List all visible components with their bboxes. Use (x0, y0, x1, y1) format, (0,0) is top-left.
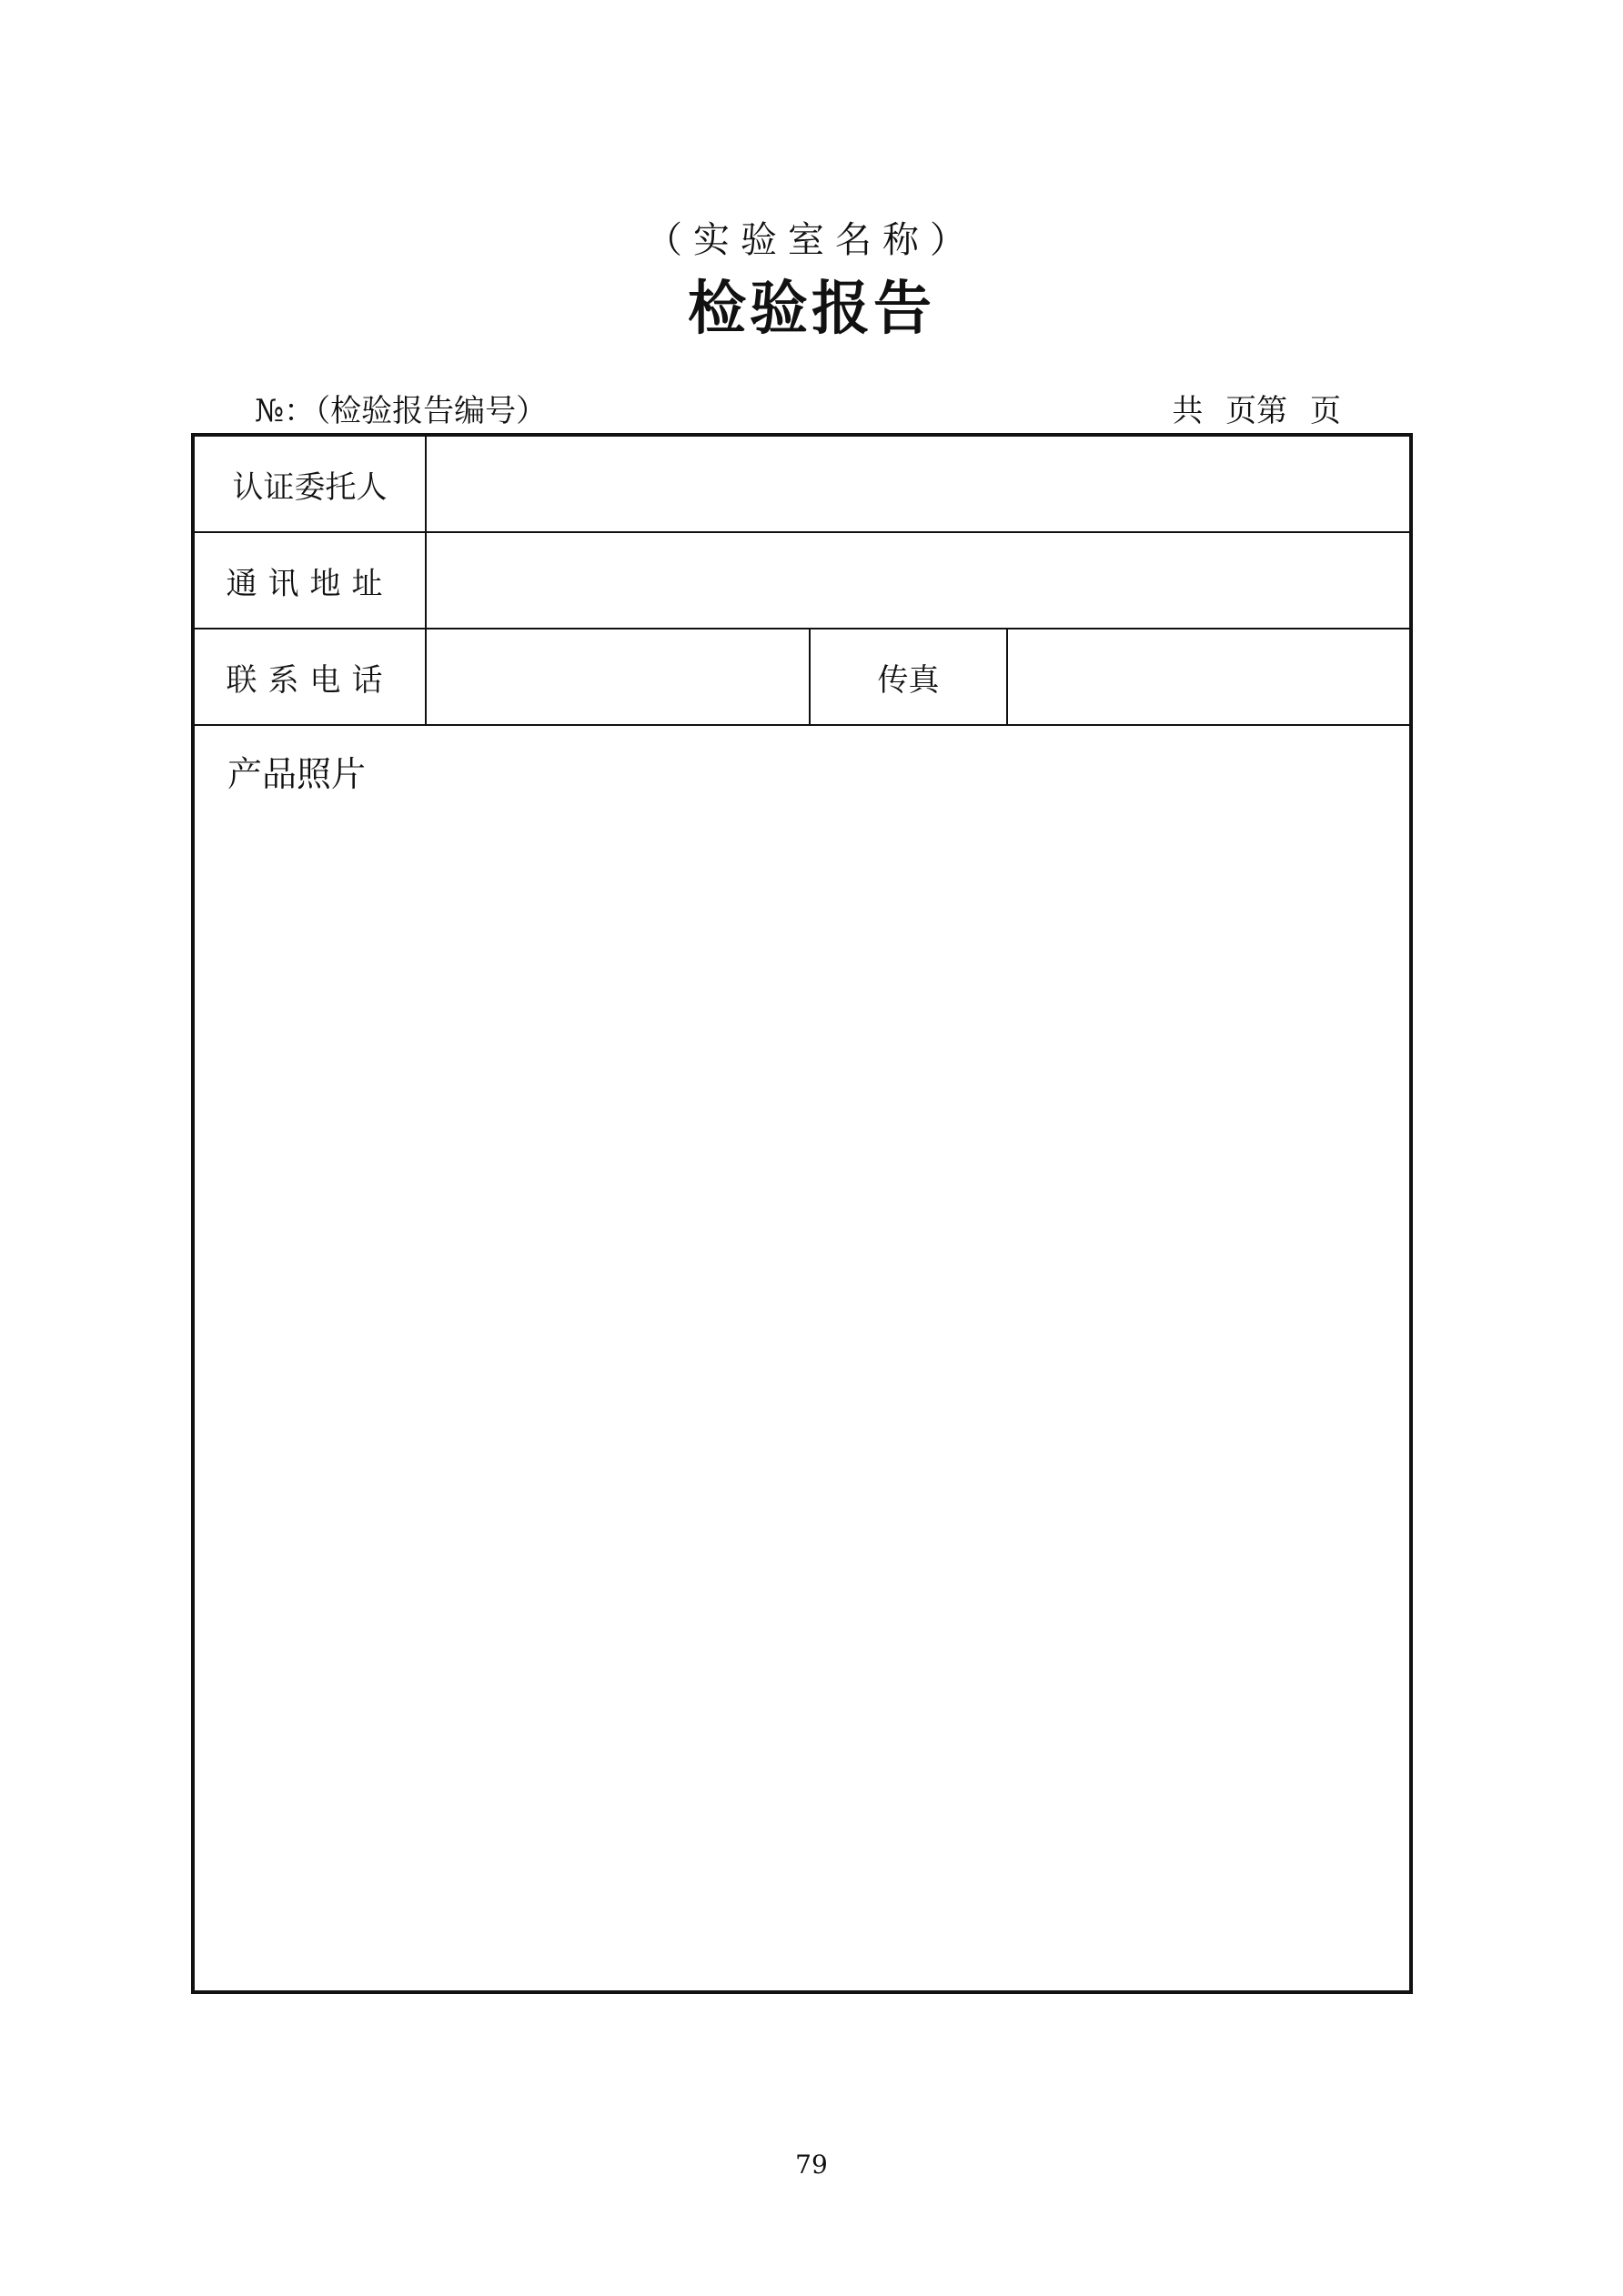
page-count-info: 共 页第 页 (1172, 393, 1341, 429)
product-photo-area[interactable] (193, 725, 1411, 1992)
client-row (193, 435, 1411, 532)
photo-row (193, 725, 1411, 1992)
client-label: 认证委托人 (193, 435, 426, 532)
report-form-table (191, 433, 1413, 1994)
address-label: 通讯地址 (193, 532, 426, 629)
contact-row (193, 629, 1411, 725)
page-number: 79 (795, 2150, 828, 2180)
lab-name: （实验室名称） (646, 219, 977, 261)
fax-label: 传真 (810, 629, 1007, 725)
address-value-cell[interactable] (426, 532, 1411, 629)
page-title: 检验报告 (688, 276, 935, 343)
fax-value-cell[interactable] (1007, 629, 1411, 725)
report-number: №：（检验报告编号） (255, 393, 548, 429)
client-value-cell[interactable] (426, 435, 1411, 532)
address-row (193, 532, 1411, 629)
product-photo-label: 产品照片 (227, 754, 367, 794)
phone-label: 联系电话 (193, 629, 426, 725)
phone-value-cell[interactable] (426, 629, 810, 725)
